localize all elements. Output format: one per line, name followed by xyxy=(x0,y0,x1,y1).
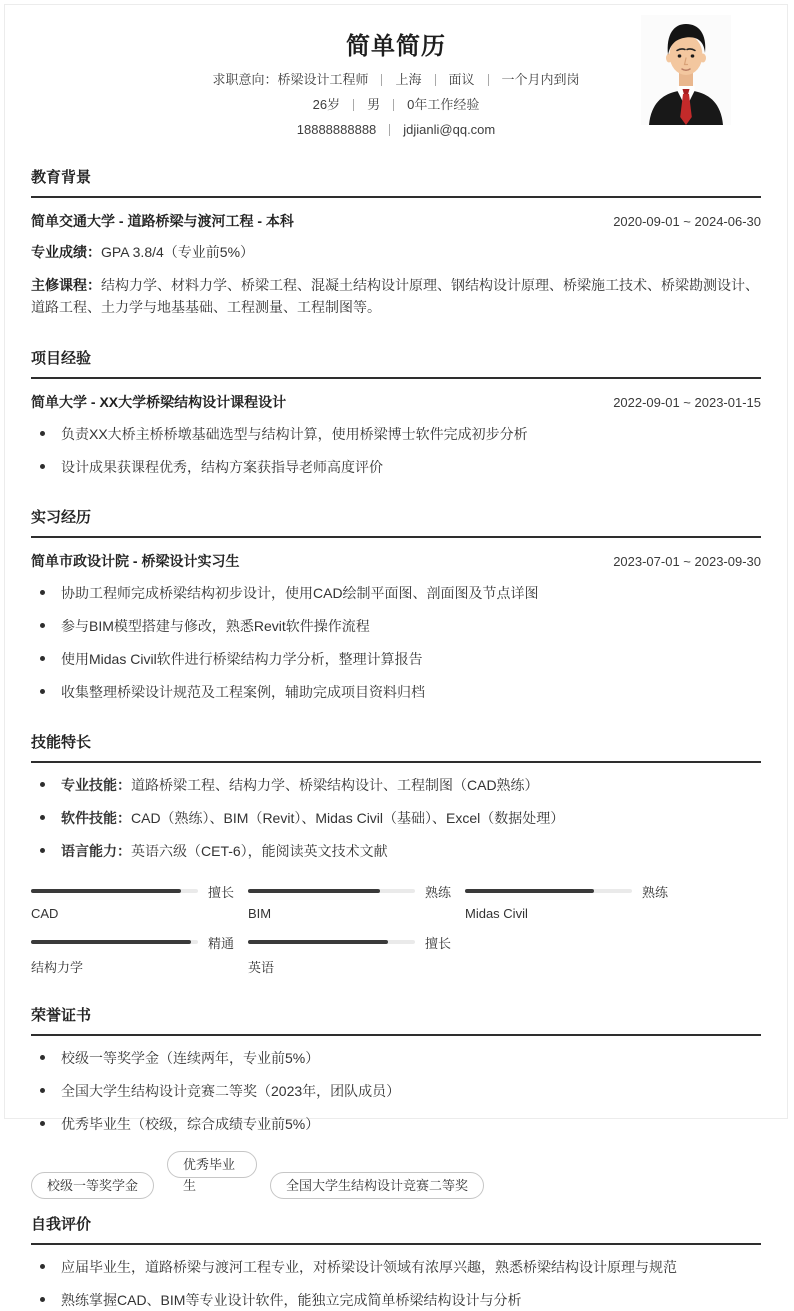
gpa-value: GPA 3.8/4（专业前5%） xyxy=(101,244,255,260)
honor-bullet: 校级一等奖学金（连续两年，专业前5%） xyxy=(31,1048,761,1069)
education-heading: 教育背景 xyxy=(31,166,761,198)
section-education xyxy=(31,166,761,319)
skill-bar-row xyxy=(31,935,248,949)
resume-title: 简单简历 xyxy=(346,33,446,60)
project-heading: 项目经验 xyxy=(31,347,761,379)
divider xyxy=(435,74,436,86)
divider xyxy=(488,74,489,86)
honor-bullet: 优秀毕业生（校级，综合成绩专业前5%） xyxy=(31,1114,761,1135)
gender: 男 xyxy=(367,97,381,112)
section-project xyxy=(31,347,761,478)
job-intent-availability: 一个月内到岗 xyxy=(501,72,580,87)
divider xyxy=(381,74,382,86)
skill-category-text: 道路桥梁工程、结构力学、桥梁结构设计、工程制图（CAD熟练） xyxy=(131,777,539,794)
education-school-major-degree: 简单交通大学 - 道路桥梁与渡河工程 - 本科 xyxy=(31,213,294,229)
skill-bar-track xyxy=(31,889,198,893)
internship-heading: 实习经历 xyxy=(31,506,761,538)
divider xyxy=(389,124,390,136)
skill-bar-midas-civil xyxy=(465,884,682,921)
honors-heading: 荣誉证书 xyxy=(31,1004,761,1036)
honor-tag-scholarship: 校级一等奖学金 xyxy=(31,1172,154,1199)
education-date-range: 2020-09-01 ~ 2024-06-30 xyxy=(613,214,761,229)
skills-bullet-professional xyxy=(31,775,761,796)
skill-name: 结构力学 xyxy=(31,960,84,976)
courses-label: 主修课程： xyxy=(31,276,101,293)
section-internship xyxy=(31,506,761,703)
section-honors xyxy=(31,1004,761,1199)
job-intent-salary: 面议 xyxy=(448,72,475,87)
skills-bullet-software xyxy=(31,808,761,829)
skill-level-label: 擅长 xyxy=(208,884,235,900)
avatar-illustration xyxy=(641,15,731,125)
job-intent-label: 求职意向： xyxy=(212,72,278,87)
skill-bar-english xyxy=(248,935,465,976)
divider xyxy=(393,99,394,111)
skill-bar-row xyxy=(465,884,682,898)
skills-heading: 技能特长 xyxy=(31,731,761,763)
self-evaluation-heading: 自我评价 xyxy=(31,1213,761,1245)
resume-header xyxy=(31,5,761,138)
honor-tag-graduate: 优秀毕业生 xyxy=(167,1151,257,1178)
project-date-range: 2022-09-01 ~ 2023-01-15 xyxy=(613,395,761,411)
skill-bar-bim xyxy=(248,884,465,921)
email-address: jdjianli@qq.com xyxy=(403,122,496,137)
skills-bullet-language xyxy=(31,841,761,862)
skill-category-text: CAD（熟练）、BIM（Revit）、Midas Civil（基础）、Excel（数据处理） xyxy=(131,810,565,827)
divider xyxy=(353,99,354,111)
education-courses xyxy=(31,274,761,319)
self-evaluation-bullet: 熟练掌握CAD、BIM等专业设计软件，能独立完成简单桥梁结构设计与分析 xyxy=(31,1290,761,1311)
profile-photo xyxy=(641,15,731,125)
skill-category-label: 软件技能： xyxy=(61,810,131,827)
resume-page xyxy=(4,4,788,1309)
internship-date-range: 2023-07-01 ~ 2023-09-30 xyxy=(613,554,761,570)
age: 26岁 xyxy=(312,97,341,112)
skill-category-label: 语言能力： xyxy=(61,843,131,860)
skill-name: BIM xyxy=(248,906,272,922)
internship-title: 简单市政设计院 - 桥梁设计实习生 xyxy=(31,553,240,570)
skill-bar-cad xyxy=(31,884,248,921)
skill-bar-track xyxy=(248,889,415,893)
skill-level-label: 熟练 xyxy=(425,884,452,900)
project-bullet: 设计成果获课程优秀，结构方案获指导老师高度评价 xyxy=(31,457,761,478)
project-entry xyxy=(31,392,761,412)
honor-tag-competition: 全国大学生结构设计竞赛二等奖 xyxy=(270,1172,484,1199)
skill-bar-track xyxy=(465,889,632,893)
honor-tags xyxy=(31,1151,761,1199)
skill-name: Midas Civil xyxy=(465,906,528,922)
education-gpa xyxy=(31,241,761,264)
skill-bar-fill xyxy=(248,889,380,893)
job-intent-position: 桥梁设计工程师 xyxy=(277,72,369,87)
skill-bar-fill xyxy=(31,940,191,944)
skill-bars-grid xyxy=(31,884,761,976)
skill-bar-track xyxy=(248,940,415,944)
internship-bullet: 使用Midas Civil软件进行桥梁结构力学分析，整理计算报告 xyxy=(31,649,761,670)
project-bullet: 负责XX大桥主桥桥墩基础选型与结构计算，使用桥梁博士软件完成初步分析 xyxy=(31,424,761,445)
skill-category-text: 英语六级（CET-6），能阅读英文技术文献 xyxy=(131,843,388,860)
education-entry xyxy=(31,211,761,231)
internship-bullet: 协助工程师完成桥梁结构初步设计，使用CAD绘制平面图、剖面图及节点详图 xyxy=(31,583,761,604)
skill-level-label: 精通 xyxy=(208,935,235,951)
section-self-evaluation xyxy=(31,1213,761,1311)
skill-level-label: 熟练 xyxy=(642,884,669,900)
skill-bar-fill xyxy=(31,889,181,893)
job-intent-city: 上海 xyxy=(395,72,422,87)
skill-bar-structural-mechanics xyxy=(31,935,248,976)
internship-bullet: 参与BIM模型搭建与修改，熟悉Revit软件操作流程 xyxy=(31,616,761,637)
honor-bullet: 全国大学生结构设计竞赛二等奖（2023年，团队成员） xyxy=(31,1081,761,1102)
skill-name: CAD xyxy=(31,906,59,922)
phone-number: 18888888888 xyxy=(296,122,377,137)
work-experience: 0年工作经验 xyxy=(407,97,480,112)
self-evaluation-bullet: 应届毕业生，道路桥梁与渡河工程专业，对桥梁设计领域有浓厚兴趣，熟悉桥梁结构设计原理与规范 xyxy=(31,1257,761,1278)
skill-bar-row xyxy=(248,935,465,949)
skill-level-label: 擅长 xyxy=(425,935,452,951)
internship-bullet: 收集整理桥梁设计规范及工程案例，辅助完成项目资料归档 xyxy=(31,682,761,703)
project-title: 简单大学 - XX大学桥梁结构设计课程设计 xyxy=(31,394,287,411)
skill-bar-row xyxy=(31,884,248,898)
skill-bar-track xyxy=(31,940,198,944)
skill-bar-fill xyxy=(248,940,388,944)
gpa-label: 专业成绩： xyxy=(31,244,101,260)
courses-value: 结构力学、材料力学、桥梁工程、混凝土结构设计原理、钢结构设计原理、桥梁施工技术、桥梁勘测设计、道路工程、土力学与地基基础、工程测量、工程制图等。 xyxy=(31,276,759,316)
skill-bar-row xyxy=(248,884,465,898)
skill-bar-fill xyxy=(465,889,594,893)
skill-category-label: 专业技能： xyxy=(61,777,131,794)
internship-entry xyxy=(31,551,761,571)
section-skills xyxy=(31,731,761,976)
skill-name: 英语 xyxy=(248,960,275,976)
